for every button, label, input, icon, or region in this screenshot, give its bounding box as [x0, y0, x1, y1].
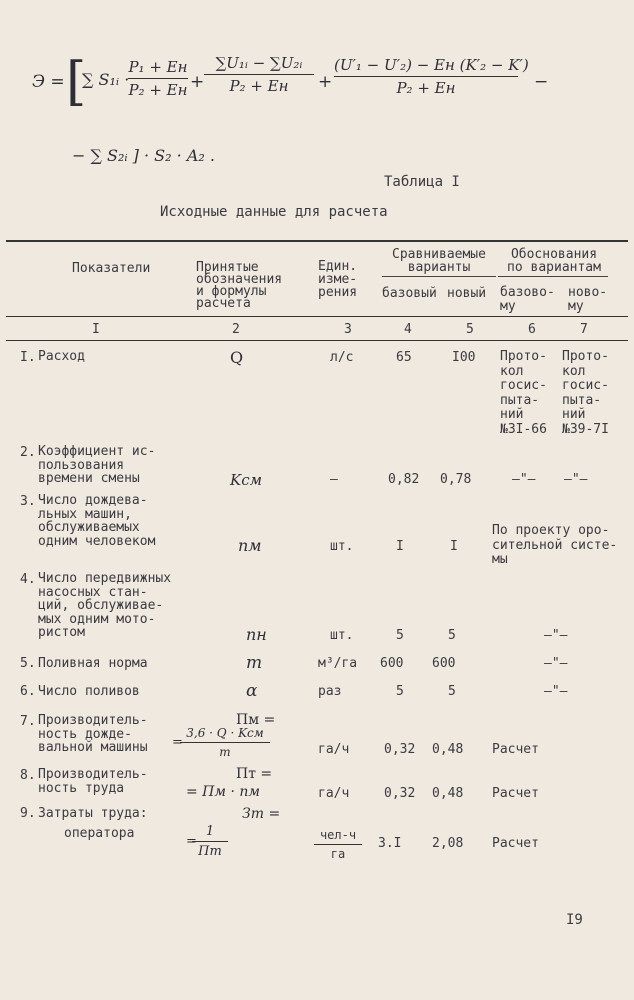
formula-term1-fraction — [128, 58, 188, 99]
row-formula: = Пм · nм — [186, 784, 260, 800]
row-number: 8. — [20, 768, 36, 783]
col-number-3: 3 — [344, 322, 352, 337]
row-symbol: Пм = — [236, 712, 276, 728]
row-symbol: nм — [238, 536, 262, 555]
row-new-value: 5 — [448, 684, 456, 699]
row-justification: –"– — [544, 656, 568, 671]
unit-numerator: чел-ч — [319, 828, 357, 842]
col-number-4: 4 — [404, 322, 412, 337]
formula-term2-fraction — [204, 54, 314, 95]
row-name: Поливная норма — [38, 656, 148, 671]
header-col2: Принятые обозначения и формулы расчета — [196, 260, 283, 311]
row-new-value: 0,48 — [432, 786, 464, 801]
formula-line2: − ∑ S₂ᵢ ] · S₂ · A₂ . — [72, 146, 215, 165]
row-unit: шт. — [330, 628, 354, 643]
header-col3: Един. изме- рения — [318, 259, 358, 300]
row-new-value: I00 — [452, 350, 476, 365]
header-col4: базовый — [382, 286, 437, 301]
row-symbol: m — [246, 653, 263, 673]
row-symbol: Зт = — [242, 806, 281, 822]
formula-numerator: 1 — [205, 824, 215, 839]
row-unit: м³/га — [318, 656, 358, 671]
formula-equals: = — [186, 834, 197, 849]
row-symbol: nн — [246, 625, 267, 644]
variants-group-rule — [382, 276, 496, 277]
row-name: Число поливов — [38, 684, 140, 699]
row-unit-fraction — [314, 828, 362, 861]
row-unit: га/ч — [318, 742, 350, 757]
formula-lhs: Э = — [32, 72, 65, 92]
row-justification-base: Прото- кол госис- пыта- ний №3I-66 — [500, 349, 547, 437]
row-new-value: 0,48 — [432, 742, 464, 757]
row-symbol: Пт = — [236, 766, 273, 782]
row-name: Производитель- ность дожде- вальной машины — [38, 713, 148, 755]
row-unit: раз — [318, 684, 342, 699]
term3-numerator: (U′₁ − U′₂) − Eн (K′₂ − K′) — [334, 56, 529, 74]
formula-term3-fraction — [334, 56, 529, 97]
basis-group-rule — [498, 276, 608, 277]
row-name: Затраты труда: — [38, 806, 148, 821]
row-new-value: 0,78 — [440, 472, 472, 487]
row-justification: –"– — [544, 628, 568, 643]
col-number-2: 2 — [232, 322, 240, 337]
row-name: Коэффициент ис- пользования времени смены — [38, 444, 156, 486]
row-formula-fraction — [180, 726, 270, 759]
col-number-6: 6 — [528, 322, 536, 337]
header-col5: новый — [447, 286, 487, 301]
row-new-value: 2,08 — [432, 836, 464, 851]
formula-plus2: + — [318, 72, 333, 92]
term3-denominator: P₂ + Eн — [396, 79, 456, 97]
row-justification-base: –"– — [512, 472, 536, 487]
row-new-value: 5 — [448, 628, 456, 643]
col-number-7: 7 — [580, 322, 588, 337]
formula-equals: = — [172, 735, 183, 750]
term1-numerator: P₁ + Eн — [128, 58, 188, 76]
row-formula-fraction — [192, 824, 228, 859]
row-base-value: 5 — [396, 684, 404, 699]
formula-denominator: Пт — [198, 844, 222, 859]
row-base-value: 3.I — [378, 836, 402, 851]
formula-denominator: m — [219, 745, 231, 759]
formula-numerator: 3,6 · Q · Kсм — [186, 726, 264, 740]
row-symbol: Kсм — [230, 471, 263, 489]
row-justification: Расчет — [492, 836, 539, 851]
table-label: Таблица I — [384, 174, 460, 190]
row-justification: По проекту оро- сительной систе- мы — [492, 523, 618, 567]
row-name: Производитель- ность труда — [38, 767, 148, 796]
term2-numerator: ∑U₁ᵢ − ∑U₂ᵢ — [215, 54, 303, 72]
row-number: 9. — [20, 806, 36, 821]
row-base-value: 600 — [380, 656, 404, 671]
row-subitem: оператора — [64, 826, 135, 841]
unit-denominator: га — [330, 847, 346, 861]
col-number-1: I — [92, 322, 100, 337]
row-name: Расход — [38, 349, 85, 364]
row-justification: Расчет — [492, 742, 539, 757]
row-justification-new: –"– — [564, 472, 588, 487]
row-base-value: 0,32 — [384, 742, 416, 757]
row-unit: га/ч — [318, 786, 350, 801]
row-base-value: 0,32 — [384, 786, 416, 801]
row-symbol: α — [246, 681, 258, 701]
row-unit: шт. — [330, 539, 354, 554]
row-number: 7. — [20, 714, 36, 729]
header-group-variants: Сравниваемые варианты — [392, 247, 486, 275]
header-col1: Показатели — [72, 261, 151, 276]
row-base-value: 65 — [396, 350, 412, 365]
row-unit: – — [330, 472, 338, 487]
row-justification: Расчет — [492, 786, 539, 801]
row-symbol: Q — [230, 348, 244, 367]
row-number: I. — [20, 350, 36, 365]
row-number: 4. — [20, 572, 36, 587]
row-new-value: 600 — [432, 656, 456, 671]
row-base-value: 0,82 — [388, 472, 420, 487]
formula-plus1: + — [190, 72, 205, 92]
row-base-value: I — [396, 539, 404, 554]
row-justification: –"– — [544, 684, 568, 699]
col-numbers-rule — [6, 340, 628, 341]
row-number: 3. — [20, 494, 36, 509]
header-bottom-rule — [6, 316, 628, 317]
table-title: Исходные данные для расчета — [160, 204, 388, 220]
table-top-rule — [6, 240, 628, 242]
row-base-value: 5 — [396, 628, 404, 643]
row-new-value: I — [450, 539, 458, 554]
term1-denominator: P₂ + Eн — [128, 81, 188, 99]
header-col7: ново- му — [568, 285, 608, 314]
bracket-open: [ — [66, 52, 87, 112]
row-number: 2. — [20, 445, 36, 460]
page-number: I9 — [566, 912, 583, 928]
row-justification-new: Прото- кол госис- пыта- ний №39-7I — [562, 349, 609, 437]
row-name: Число передвижных насосных стан- ций, обслуживае- мых одним мото- ристом — [38, 571, 172, 640]
row-unit: л/с — [330, 350, 354, 365]
header-group-basis: Обоснования по вариантам — [507, 247, 601, 275]
col-number-5: 5 — [466, 322, 474, 337]
header-col6: базово- му — [500, 285, 555, 314]
formula-minus: − — [534, 72, 549, 92]
term2-denominator: P₂ + Eн — [229, 77, 289, 95]
row-number: 5. — [20, 656, 36, 671]
formula-term1-sum: ∑ S₁ᵢ · — [82, 70, 130, 89]
row-number: 6. — [20, 684, 36, 699]
row-name: Число дождева- льных машин, обслуживаемых одним человеком — [38, 493, 156, 549]
